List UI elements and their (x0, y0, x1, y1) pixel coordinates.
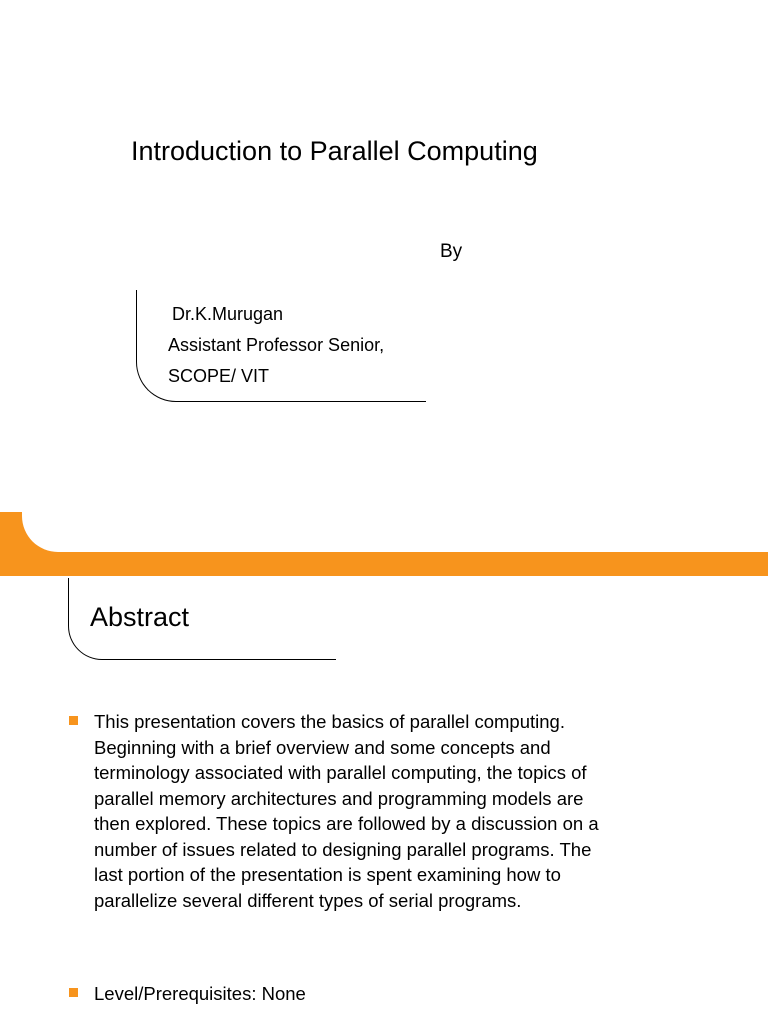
author-name: Dr.K.Murugan (172, 304, 284, 324)
bullet-paragraph (94, 981, 306, 1007)
text-line: parallel memory architectures and programming models are (94, 787, 584, 809)
slide-title: Introduction to Parallel Computing (131, 136, 538, 166)
text-line: number of issues related to designing parallel programs. The (94, 838, 592, 860)
text-line: Beginning with a brief overview and some concepts and (94, 736, 551, 758)
text-line: parallelize several different types of serial programs. (94, 889, 522, 911)
section-heading: Abstract (90, 602, 190, 632)
bullet-square-icon (69, 988, 78, 997)
bullet-paragraph (94, 709, 599, 913)
text-line: last portion of the presentation is spent examining how to (94, 864, 561, 885)
text-line: terminology associated with parallel computing, the topics of (94, 762, 587, 783)
by-label: By (440, 241, 463, 262)
bullet-square-icon (69, 716, 78, 725)
text-line: Level/Prerequisites: None (94, 983, 306, 1004)
text-line: This presentation covers the basics of parallel computing. (94, 711, 565, 732)
author-affiliation: SCOPE/ VIT (168, 366, 270, 386)
text-line: then explored. These topics are followed by a discussion on a (94, 813, 599, 834)
author-position: Assistant Professor Senior, (168, 335, 385, 355)
slide-divider-curve (22, 512, 768, 552)
